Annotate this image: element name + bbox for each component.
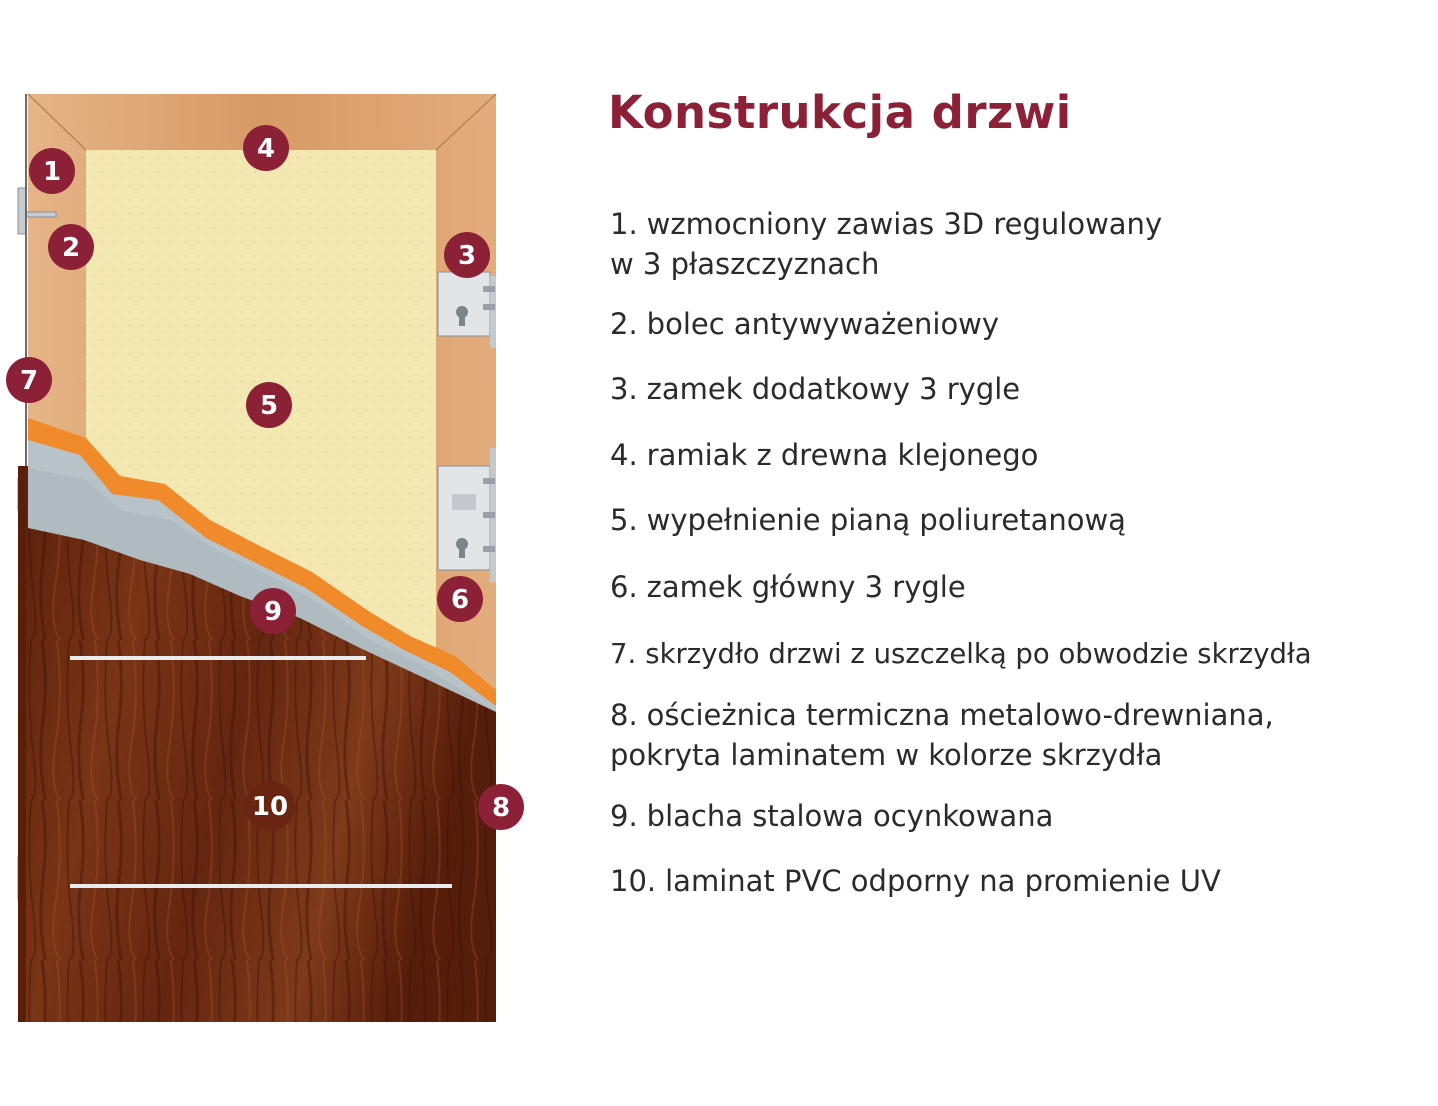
- badge-4: [243, 125, 289, 171]
- legend-text-continued: w 3 płaszczyznach: [610, 247, 880, 281]
- legend-number: 3.: [610, 372, 638, 406]
- decor-strip-upper: [70, 656, 366, 660]
- legend-text: wzmocniony zawias 3D regulowany: [646, 207, 1163, 241]
- legend-text: laminat PVC odporny na promienie UV: [665, 864, 1221, 898]
- legend-item-10: [610, 861, 1221, 901]
- legend-item-2: [610, 304, 999, 344]
- legend-number: 2.: [610, 307, 638, 341]
- legend-text: zamek główny 3 rygle: [646, 570, 966, 604]
- legend-number: 1.: [610, 207, 638, 241]
- legend-item-4: [610, 435, 1038, 475]
- legend-text: zamek dodatkowy 3 rygle: [646, 372, 1021, 406]
- badge-10: [245, 781, 295, 831]
- legend-number: 6.: [610, 570, 638, 604]
- badge-6-label: 6: [450, 585, 470, 615]
- badge-8: [478, 784, 524, 830]
- badge-5-label: 5: [259, 391, 279, 421]
- legend-text: bolec antywyważeniowy: [646, 307, 1000, 341]
- page-title: Konstrukcja drzwi: [608, 86, 1072, 139]
- badge-4-label: 4: [256, 134, 276, 164]
- main-lock-icon: [438, 448, 496, 582]
- legend-item-9: [610, 796, 1053, 836]
- legend-text: skrzydło drzwi z uszczelką po obwodzie skrzydła: [645, 638, 1312, 670]
- badge-6: [437, 576, 483, 622]
- legend-number: 8.: [610, 698, 638, 732]
- legend-item-8: [610, 695, 1274, 775]
- badge-10-label: 10: [251, 792, 289, 822]
- legend-number: 10.: [610, 864, 657, 898]
- badge-9: [250, 588, 296, 634]
- badge-3: [444, 232, 490, 278]
- legend-item-7: [610, 634, 1312, 674]
- legend-text: blacha stalowa ocynkowana: [646, 799, 1054, 833]
- badge-8-label: 8: [491, 793, 511, 823]
- legend-item-3: [610, 369, 1020, 409]
- legend-item-6: [610, 567, 966, 607]
- legend-item-1: [610, 204, 1162, 284]
- legend-number: 4.: [610, 438, 638, 472]
- badge-2-label: 2: [61, 233, 81, 263]
- door-cross-section-diagram: [0, 0, 580, 1106]
- legend-number: 9.: [610, 799, 638, 833]
- legend-item-5: [610, 500, 1126, 540]
- badge-1: [29, 148, 75, 194]
- legend-text: ramiak z drewna klejonego: [646, 438, 1039, 472]
- badge-1-label: 1: [42, 157, 62, 187]
- badge-5: [246, 382, 292, 428]
- legend-text: ościeżnica termiczna metalowo-drewniana,: [646, 698, 1274, 732]
- badge-2: [48, 224, 94, 270]
- decor-strip-lower: [70, 884, 452, 888]
- legend-text: wypełnienie pianą poliuretanową: [646, 503, 1126, 537]
- legend-text-continued: pokryta laminatem w kolorze skrzydła: [610, 738, 1163, 772]
- badge-7-label: 7: [19, 366, 39, 396]
- badge-9-label: 9: [263, 597, 283, 627]
- badge-7: [6, 357, 52, 403]
- frame-edge: [18, 466, 26, 1022]
- legend-number: 5.: [610, 503, 638, 537]
- badge-3-label: 3: [457, 241, 477, 271]
- legend-number: 7.: [610, 638, 637, 670]
